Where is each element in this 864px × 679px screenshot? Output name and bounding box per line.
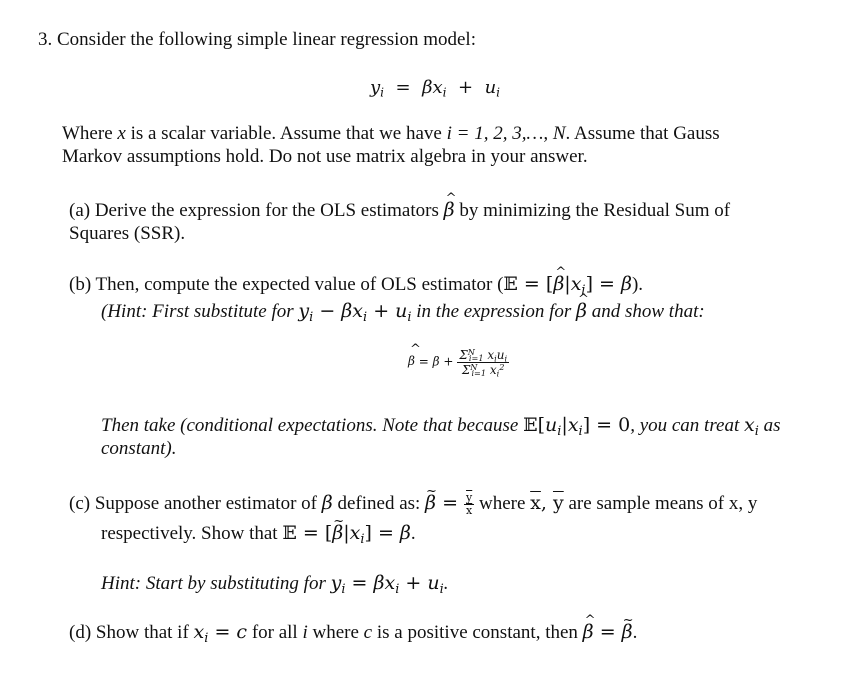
part-b-hint: (Hint: First substitute for $y_i - \beta x_i + u_i$ in the expression for ^ β and show that: [101,300,705,323]
index-range: i = 1, 2, 3,…, N [446,123,566,144]
ols-formula-fraction: $\frac{\Sigma^N_{i=1} x_iu_i}{\Sigma^N_{i=1} x_i^2}$ [459,346,508,379]
ols-formula: ^ β = β + $\frac{\Sigma^N_{i=1} x_iu_i}{\Sigma^N_{i=1} x_i^2}$ [408,348,509,377]
question-intro: 3. Consider the following simple linear regression model: [38,29,476,50]
part-c-line-2: respectively. Show that 𝔼 = [~ $\beta|x_i] = \beta$. [101,522,416,545]
part-c-hint: Hint: Start by substituting for $y_i = \beta x_i + u_i$. [101,572,449,597]
assumptions-line-2: Markov assumptions hold. Do not use matrix algebra in your answer. [62,146,588,167]
model-equation: $y_i = \beta x_i + u_i$ [370,77,501,100]
part-a-line-1: (a) Derive the expression for the OLS estimators ^ β by minimizing the Residual Sum of [69,199,730,222]
part-d-line: (d) Show that if $x_i = c$ for all i where c is a positive constant, then ^ β = ~ β. [69,621,637,644]
part-c-line-1: (c) Suppose another estimator of β defined as: ~ β = $\frac{\overline{y}}{x}$ where $\overline{x}$, $\overline{y}$ are sample means of x, y [69,492,757,517]
part-b-note-line-1: Then take (conditional expectations. Note that because $𝔼[u_i|x_i] = 0$, you can treat $x_i$ as [101,414,781,439]
part-a-line-2: Squares (SSR). [69,223,186,244]
assumptions-line-1: Where x is a scalar variable. Assume that we have i = 1, 2, 3,…, N. Assume that Gauss [62,123,720,144]
tilde-beta-fraction: $\frac{\overline{y}}{x}$ [466,491,473,518]
part-b-line-1: (b) Then, compute the expected value of OLS estimator (𝔼 = [^ $\beta|x_i] = \beta$). [69,273,643,296]
part-b-note-line-2: constant). [101,438,177,459]
